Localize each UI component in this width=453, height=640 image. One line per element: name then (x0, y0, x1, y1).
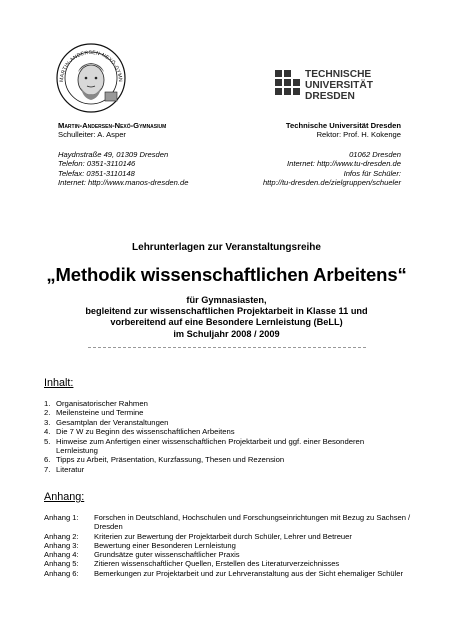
audience-line: im Schuljahr 2008 / 2009 (173, 328, 280, 339)
audience-line: begleitend zur wissenschaftlichen Projektarbeit in Klasse 11 und (85, 306, 368, 317)
list-item: Anhang 6: Bemerkungen zur Projektarbeit und zur Lehrveranstaltung aus der Sicht ehemaliger Schüler (44, 568, 403, 578)
list-item: 1. Organisatorischer Rahmen (44, 399, 148, 408)
list-item: 2. Meilensteine und Termine (44, 408, 144, 418)
university-info (201, 121, 401, 140)
list-item: Anhang 3: Bewertung einer Besonderen Lernleistung (44, 540, 236, 550)
university-info-label: Infos für Schüler: (343, 168, 401, 178)
seal-lettering: MARTIN-ANDERSEN-NEXÖ-GYMN (58, 49, 124, 83)
contents-heading: Inhalt: (44, 377, 74, 389)
audience-line: für Gymnasiasten, (186, 295, 267, 305)
list-item: Anhang 2: Kriterien zur Bewertung der Projektarbeit durch Schüler, Lehrer und Betreuer (44, 531, 352, 541)
logo-line-3: DRESDEN (305, 91, 355, 102)
document-title: „Methodik wissenschaftlichen Arbeitens“ (46, 264, 407, 285)
university-city: 01062 Dresden (349, 150, 401, 159)
school-logo (55, 42, 127, 114)
school-address: Haydnstraße 49, 01309 Dresden (58, 150, 169, 159)
logo-line-2: UNIVERSITÄT (305, 80, 373, 91)
list-item: 3. Gesamtplan der Veranstaltungen (44, 417, 169, 427)
university-info-url: http://tu-dresden.de/zielgruppen/schueler (262, 178, 401, 188)
university-internet: Internet: http://www.tu-dresden.de (287, 159, 401, 169)
university-rector: Rektor: Prof. H. Kokenge (316, 130, 401, 140)
list-item: 6. Tipps zu Arbeit, Präsentation, Kurzfassung, Thesen und Rezension (44, 455, 285, 465)
list-item: 4. Die 7 W zu Beginn des wissenschaftlichen Arbeitens (44, 427, 235, 437)
school-phone: Telefon: 0351-3110146 (58, 159, 136, 169)
appendix-heading: Anhang: (44, 491, 85, 503)
series-heading: Lehrunterlagen zur Veranstaltungsreihe (132, 242, 321, 253)
appendix-list (44, 513, 414, 578)
list-item: Anhang 1: Forschen in Deutschland, Hochschulen und Forschungseinrichtungen mit Bezug zu Sachsen / Dresden (44, 513, 411, 532)
audience-block (0, 295, 453, 340)
tu-dresden-logo (273, 66, 399, 102)
school-name: Martin-Andersen-Nexö-Gymnasium (58, 121, 167, 130)
contents-list (44, 399, 384, 474)
school-head: Schulleiter: A. Asper (58, 130, 126, 140)
university-contact (191, 150, 401, 188)
list-item: 5. Hinweise zum Anfertigen einer wissenschaftlichen Projektarbeit und ggf. einer Besonderen Lernleistung (44, 436, 365, 456)
list-item: Anhang 4: Grundsätze guter wissenschaftlicher Praxis (44, 550, 240, 560)
audience-line: vorbereitend auf eine Besondere Lernleistung (BeLL) (110, 317, 343, 328)
divider (88, 347, 366, 348)
school-fax: Telefax: 0351-3110148 (58, 168, 135, 178)
list-item: 7. Literatur (44, 464, 85, 474)
school-internet: Internet: http://www.manos-dresden.de (58, 178, 189, 188)
university-name: Technische Universität Dresden (285, 121, 401, 130)
list-item: Anhang 5: Zitieren wissenschaftlicher Quellen, Erstellen des Literaturverzeichnisses (44, 559, 340, 569)
logo-line-1: TECHNISCHE (305, 69, 372, 80)
